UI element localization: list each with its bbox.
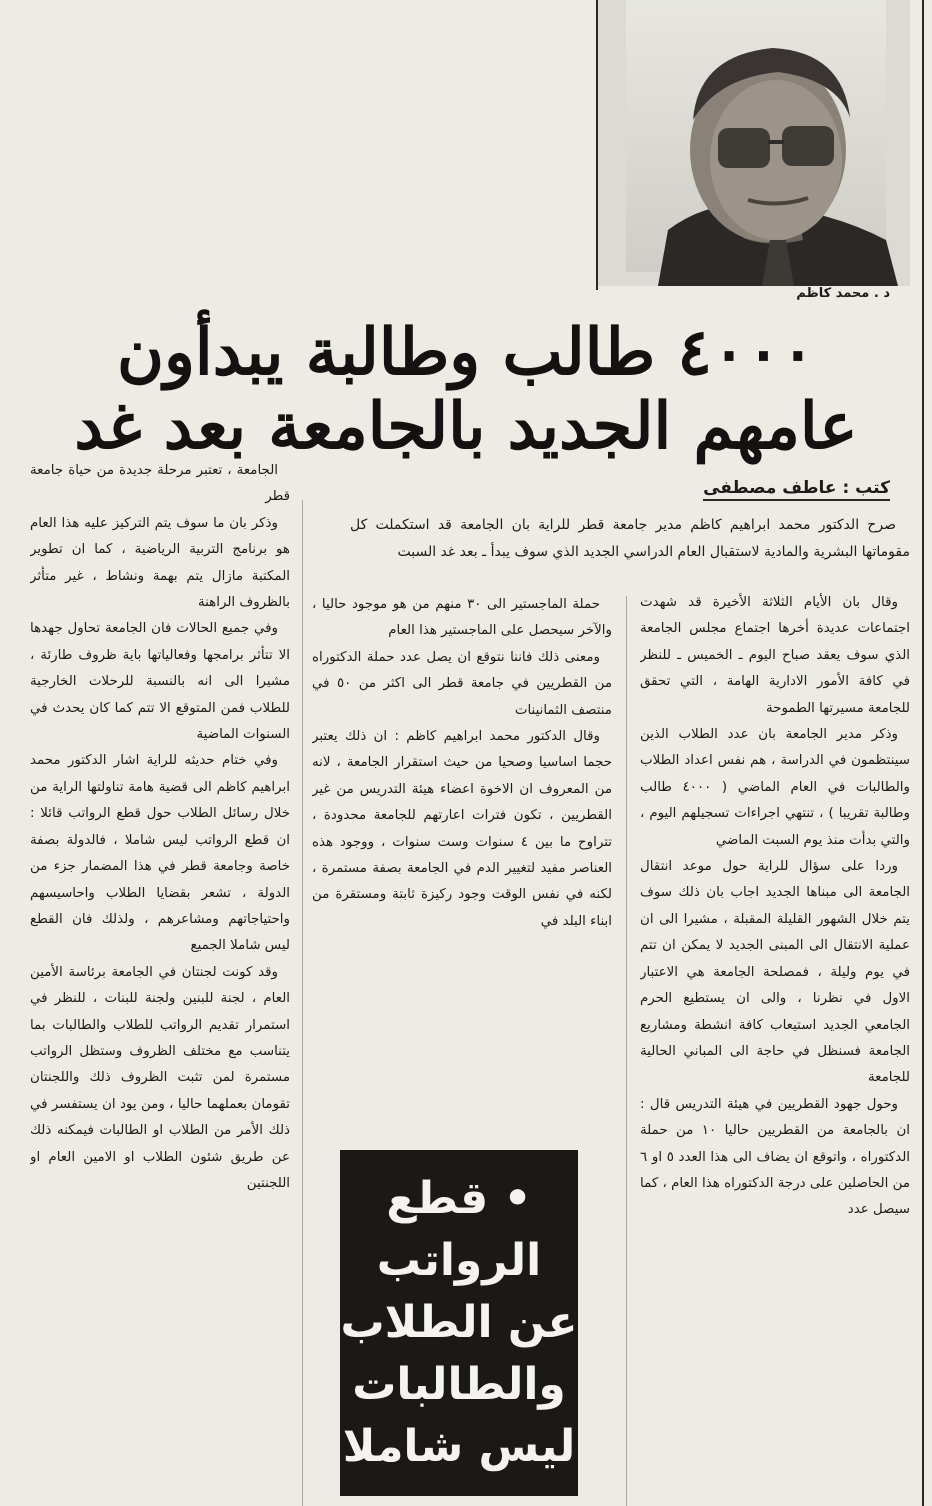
paragraph: وقال الدكتور محمد ابراهيم كاظم : ان ذلك يعتبر حجما اساسيا وصحيا من حيث استقرار الجامعة ، لانه من المعروف ان الاخوة اعضاء هيئة التدريس من غير القطريين ، تكون فترات اعارتهم للجامعة محدودة ، تتراوح ما بين ٤ سنوات وست سنوات ، ووجود هذه العناصر مفيد لتغيير الدم في الجامعة بصفة مستمرة ، لكنه في نفس الوقت وجود ركيزة ثابتة ومستقرة من ابناء البلد في [312,729,612,929]
byline-author: عاطف مصطفى [703,478,836,501]
pull-quote-line: • قطع [386,1173,532,1224]
article-column-right [640,590,910,1506]
pull-quote-line: والطالبات [352,1359,566,1410]
portrait-photo [598,0,910,286]
column-divider-right [626,596,627,1506]
paragraph: وذكر بان ما سوف يتم التركيز عليه هذا العام هو برنامج التربية الرياضية ، كما ان تطوير المكتبة مازال يتم بهمة ونشاط ، غير متأثر بالظروف الراهنة [30,515,290,611]
pull-quote-line: ليس شاملا [342,1421,576,1472]
paragraph: الجامعة ، تعتبر مرحلة جديدة من حياة جامعة قطر [30,463,290,505]
paragraph: ومعنى ذلك فاننا نتوقع ان يصل عدد حملة الدكتوراه من القطريين في جامعة قطر الى اكثر من ٥٠ في منتصف الثمانينات [312,649,612,718]
article-column-left [30,458,290,1506]
paragraph: وفي جميع الحالات فان الجامعة تحاول جهدها الا تتأثر برامجها وفعالياتها باية ظروف طارئة ، مشيرا الى انه بالنسبة للرحلات الخارجية للطلاب فمن المتوقع الا تتم كما كان يحدث في السنوات الماضية [30,621,290,743]
paragraph: وقال بان الأيام الثلاثة الأخيرة قد شهدت اجتماعات عديدة أخرها اجتماع مجلس الجامعة الذي سوف يعقد صباح اليوم ـ الخميس ـ للنظر في كافة الأمور الادارية الهامة ، التي تحقق للجامعة مسيرتها الطموحة [640,595,910,716]
paragraph: وفي ختام حديثه للراية اشار الدكتور محمد ابراهيم كاظم الى قضية هامة تناولتها الراية من خلال رسائل الطلاب حول قطع الرواتب قائلا : ان قطع الرواتب ليس شاملا ، فالدولة بصفة خاصة وجامعة قطر في هذا المضمار جزء من الدولة ، تشعر بقضايا الطلاب واحاسيسهم واحتياجاتهم ومشاعرهم ، ولذلك فان القطع ليس شاملا الجميع [30,753,290,954]
headline-line-2: عامهم الجديد بالجامعة بعد غد [74,389,858,464]
pull-quote-line: الرواتب [376,1235,542,1286]
paragraph: وردا على سؤال للراية حول موعد انتقال الجامعة الى مبناها الجديد اجاب بان ذلك سوف يتم خلال الشهور القليلة المقبلة ، مشيرا الى ان عملية الانتقال الى المبنى الجديد لا يمكن ان تتم في يوم وليلة ، فمصلحة الجامعة هي الاعتبار الاول في نظرنا ، والى ان يستطيع الحرم الجامعي الجديد استيعاب كافة انشطة ومشاريع الجامعة فسنظل في حاجة الى المباني الحالية للجامعة [640,859,910,1086]
byline [640,478,890,498]
paragraph: وذكر مدير الجامعة بان عدد الطلاب الذين سينتظمون في الدراسة ، هم نفس اعداد الطلاب والطالبات في العام الماضي ( ٤٠٠٠ طالب وطالبة تقريبا ) ، تنتهي اجراءات تسجيلهم اليوم ، والتي بدأت منذ يوم السبت الماضي [640,727,910,848]
paragraph: وقد كونت لجنتان في الجامعة برئاسة الأمين العام ، لجنة للبنين ولجنة للبنات ، للنظر في استمرار تقديم الرواتب للطلاب والطالبات بما يتناسب مع مختلف الظروف وستظل الرواتب مستمرة لمن تثبت الظروف ذلك واللجنتان تقومان بعملهما حاليا ، ومن يود ان يستفسر في ذلك الأمر من الطلاب او الطالبات فيمكنه ذلك عن طريق شئون الطلاب او الامين العام او اللجنتين [30,964,290,1191]
headline-line-1: ٤٠٠٠ طالب وطالبة يبدأون [117,315,815,390]
photo-caption: د . محمد كاظم [796,286,890,301]
top-right-border [922,0,924,1506]
paragraph: وحول جهود القطريين في هيئة التدريس قال : ان بالجامعة من القطريين حاليا ١٠ من حملة الدكتوراه ، واتوقع ان يضاف الى هذا العدد ٥ او ٦ من الحاصلين على درجة الدكتوراه هذا العام ، كما سيصل عدد [640,1096,910,1218]
article-column-middle [312,592,612,1130]
lead-paragraph [350,512,910,592]
pull-quote-line: عن الطلاب [340,1297,578,1348]
portrait-figure [598,0,910,286]
lead-text: صرح الدكتور محمد ابراهيم كاظم مدير جامعة قطر للراية بان الجامعة قد استكملت كل مقوماتها البشرية والمادية لاستقبال العام الدراسي الجديد الذي سوف يبدأ ـ بعد غد السبت [350,517,910,560]
pull-quote-box [340,1150,578,1496]
headline [24,316,908,464]
paragraph: حملة الماجستير الى ٣٠ منهم من هو موجود حاليا ، والآخر سيحصل على الماجستير هذا العام [312,597,612,639]
column-divider-left [302,500,303,1506]
byline-prefix: كتب : [837,478,890,501]
